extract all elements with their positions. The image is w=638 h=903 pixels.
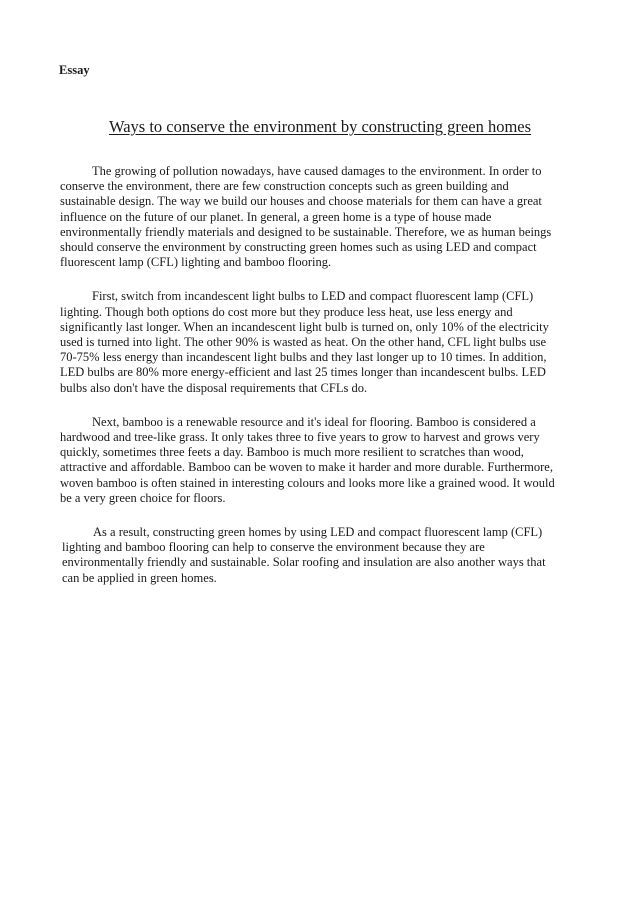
paragraph-line: environmentally friendly materials and designed to be sustainable. Therefore, we as human beings — [60, 224, 552, 239]
paragraph-line: As a result, constructing green homes by using LED and compact fluorescent lamp (CFL) — [93, 525, 543, 540]
paragraph-line: sustainable design. The way we build our houses and choose materials for them can have a great — [60, 194, 542, 209]
paragraph-line: LED bulbs are 80% more energy-efficient and last 25 times longer than incandescent bulbs. LED — [60, 365, 546, 380]
paragraph-line: should conserve the environment by constructing green homes such as using LED and compact — [60, 240, 537, 255]
paragraph-line: First, switch from incandescent light bulbs to LED and compact fluorescent lamp (CFL) — [92, 289, 534, 304]
paragraph-line: quickly, sometimes three feets a day. Bamboo is much more resilient to scratches than wood, — [60, 445, 524, 460]
paragraph-line: hardwood and tree-like grass. It only takes three to five years to grow to harvest and grows very — [60, 430, 540, 445]
paragraph-line: environmentally friendly and sustainable. Solar roofing and insulation are also another ways that — [62, 555, 546, 570]
paragraph-line: significantly last longer. When an incandescent light bulb is turned on, only 10% of the electricity — [60, 319, 549, 334]
paragraph-line: lighting. Though both options do cost more but they produce less heat, use less energy and — [60, 304, 513, 319]
paragraph-line: fluorescent lamp (CFL) lighting and bamboo flooring. — [60, 255, 332, 270]
paragraph-line: influence on the future of our planet. In general, a green home is a type of house made — [60, 209, 492, 224]
paragraph-line: woven bamboo is often stained in interesting colours and looks more like a grained wood. It would — [60, 475, 555, 490]
paragraph-lighting — [60, 289, 578, 395]
paragraph-line: bulbs also don't have the disposal requirements that CFLs do. — [60, 380, 368, 395]
paragraph-conclusion — [60, 525, 578, 586]
paragraph-line: The growing of pollution nowadays, have caused damages to the environment. In order to — [92, 164, 542, 178]
paragraph-line: be a very green choice for floors. — [60, 490, 226, 505]
paragraph-line: can be applied in green homes. — [62, 570, 217, 585]
essay-title: Ways to conserve the environment by constructing green homes — [108, 117, 532, 136]
paragraph-line: 70-75% less energy than incandescent light bulbs and they last longer up to 10 times. In addition, — [60, 350, 547, 365]
paragraph-line: conserve the environment, there are few construction concepts such as green building and — [60, 179, 509, 194]
essay-body — [60, 164, 578, 605]
paragraph-line: lighting and bamboo flooring can help to conserve the environment because they are — [62, 540, 485, 555]
paragraph-line: used is turned into light. The other 90% is wasted as heat. On the other hand, CFL light bulbs use — [60, 335, 547, 350]
paragraph-line: Next, bamboo is a renewable resource and it's ideal for flooring. Bamboo is considered a — [92, 414, 536, 429]
document-label: Essay — [59, 63, 90, 77]
paragraph-line: attractive and affordable. Bamboo can be woven to make it harder and more durable. Furthermore, — [60, 460, 553, 475]
paragraph-intro — [60, 164, 578, 270]
paragraph-bamboo — [60, 415, 578, 506]
